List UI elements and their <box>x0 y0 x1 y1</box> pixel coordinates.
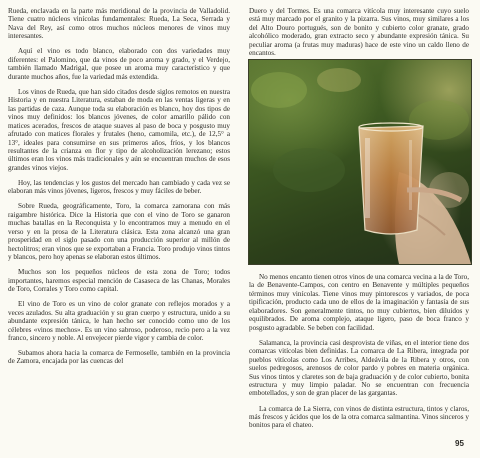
paragraph: Aquí el vino es todo blanco, elaborado con dos variedades muy diferentes: el Palomino, que da vinos de poco aroma y grado, y el Verdejo, también llamado Madrigal, que posee un aroma muy característico y que durante muchos años, fue la variedad más extendida. <box>8 47 230 81</box>
paragraph: El vino de Toro es un vino de color granate con reflejos morados y a veces azulados. Su alta graduación y su gran cuerpo y estructura, unido a su abundante expresión tánica, le han hecho ser conocido como uno de los célebres «vinos mechos». Es un vino sabroso, poderoso, recio pero a la vez franco, sincero y noble. Al envejecer pierde vigor y cambia de color. <box>8 300 230 342</box>
paragraph: Los vinos de Rueda, que han sido citados desde siglos remotos en nuestra Historia y en nuestra Literatura, estaban de moda en las ventas ligeras y en las partidas de caza. Aunque toda su elaboración es blanco, hoy dos tipos de vinos muy definidos: los blancos jóvenes, de color amarillo pálido con matices acerados, frescos de ataque suaves al paso de boca y posgusto muy afrutado con matices florales y frutales (heno, camomila, etc.), de 12,5° a 13°, ideales para consumirse en sus primeros años, fríos, y los blancos resultantes de la crianza en flor y tipo de alcoholización lerezano; estos últimos eran los vinos más tradicionales y aún se encuentran muchos de esos grandes vinos viejos. <box>8 87 230 172</box>
paragraph: Muchos son los pequeños núcleos de esta zona de Toro; todos importantes, haremos especial mención de Casaseca de las Chanas, Morales de Toro, Corrales y Toro como capital. <box>8 268 230 294</box>
wine-glass-illustration <box>249 60 471 264</box>
paragraph: Subamos ahora hacia la comarca de Fermoselle, también en la provincia de Zamora, encajada por las cuencas del <box>8 349 230 366</box>
wine-glass-photo <box>248 59 472 265</box>
right-text-column-bottom <box>249 273 469 436</box>
paragraph: La comarca de La Sierra, con vinos de distinta estructura, tintos y claros, más frescos y ácidos que los de la otra comarca salmantina. Vinos sinceros y bonitos para el chateo. <box>249 404 469 430</box>
paragraph: Sobre Rueda, geográficamente, Toro, la comarca zamorana con más raigambre histórica. Dice la Historia que con el vino de Toro se ganaron muchas batallas en la Reconquista y lo encontramos muy a menudo en el verso y en la prosa de la Literatura clásica. Esta zona alcanzó una gran prosperidad en el siglo pasado con una producción superior al millón de hectolitros; eran vinos que se exportaban a Francia. Toro produjo vinos tintos y blancos, pero hoy apenas se elaboran estos últimos. <box>8 202 230 262</box>
right-text-column-top <box>249 7 469 64</box>
page-number: 95 <box>455 439 464 448</box>
paragraph: No menos encanto tienen otros vinos de una comarca vecina a la de Toro, la de Benavente-Campos, con centro en Benavente y múltiples pequeños términos muy vinícolas. Tiene vinos muy pintorescos y variados, de poca tipificación, producto cada uno de ellos de la imaginación y fantasía de sus elaboradores. Son generalmente tintos, no muy cubiertos, bien diluidos y equilibrados. De aroma complejo, ataque ligero, paso de boca franco y posgusto agradable. Se beben con facilidad. <box>249 273 469 332</box>
paragraph: Duero y del Tormes. Es una comarca vitícola muy interesante cuyo suelo está muy marcado por el granito y la pizarra. Sus vinos, muy similares a los del Alto Douro portugués, son de bonito y cubierto color granate, grado alcohólico moderado, gran extracto seco y abundante expresión tánica. Su peculiar aroma (a frutas muy maduras) hace de este vino un caldo lleno de encantos. <box>249 7 469 58</box>
paragraph: Hoy, las tendencias y los gustos del mercado han cambiado y cada vez se elaboran más vinos jóvenes, ligeros, frescos y muy fáciles de beber. <box>8 178 230 196</box>
left-text-column <box>8 7 230 373</box>
paragraph: Salamanca, la provincia casi desprovista de viñas, en el interior tiene dos comarcas vitícolas bien definidas. La comarca de La Ribera, integrada por pueblos vitícolas como Los Arribes, Aldeávila de la Ribera y otros, con suelos pedregosos, arenosos de color pardo y pobres en materia orgánica. Sus vinos tintos y claretes son de baja graduación y de color cubierto, bonita estructura y muy limpio paladar. No se encuentran con frecuencia embotellados, y son de gran placer de las gargantas. <box>249 338 469 398</box>
paragraph: Rueda, enclavada en la parte más meridional de la provincia de Valladolid. Tiene cuatro núcleos vinícolas fundamentales: Rueda, La Seca, Serrada y Nava del Rey, así como otros muchos núcleos menores de vinos muy interesantes. <box>8 7 230 41</box>
